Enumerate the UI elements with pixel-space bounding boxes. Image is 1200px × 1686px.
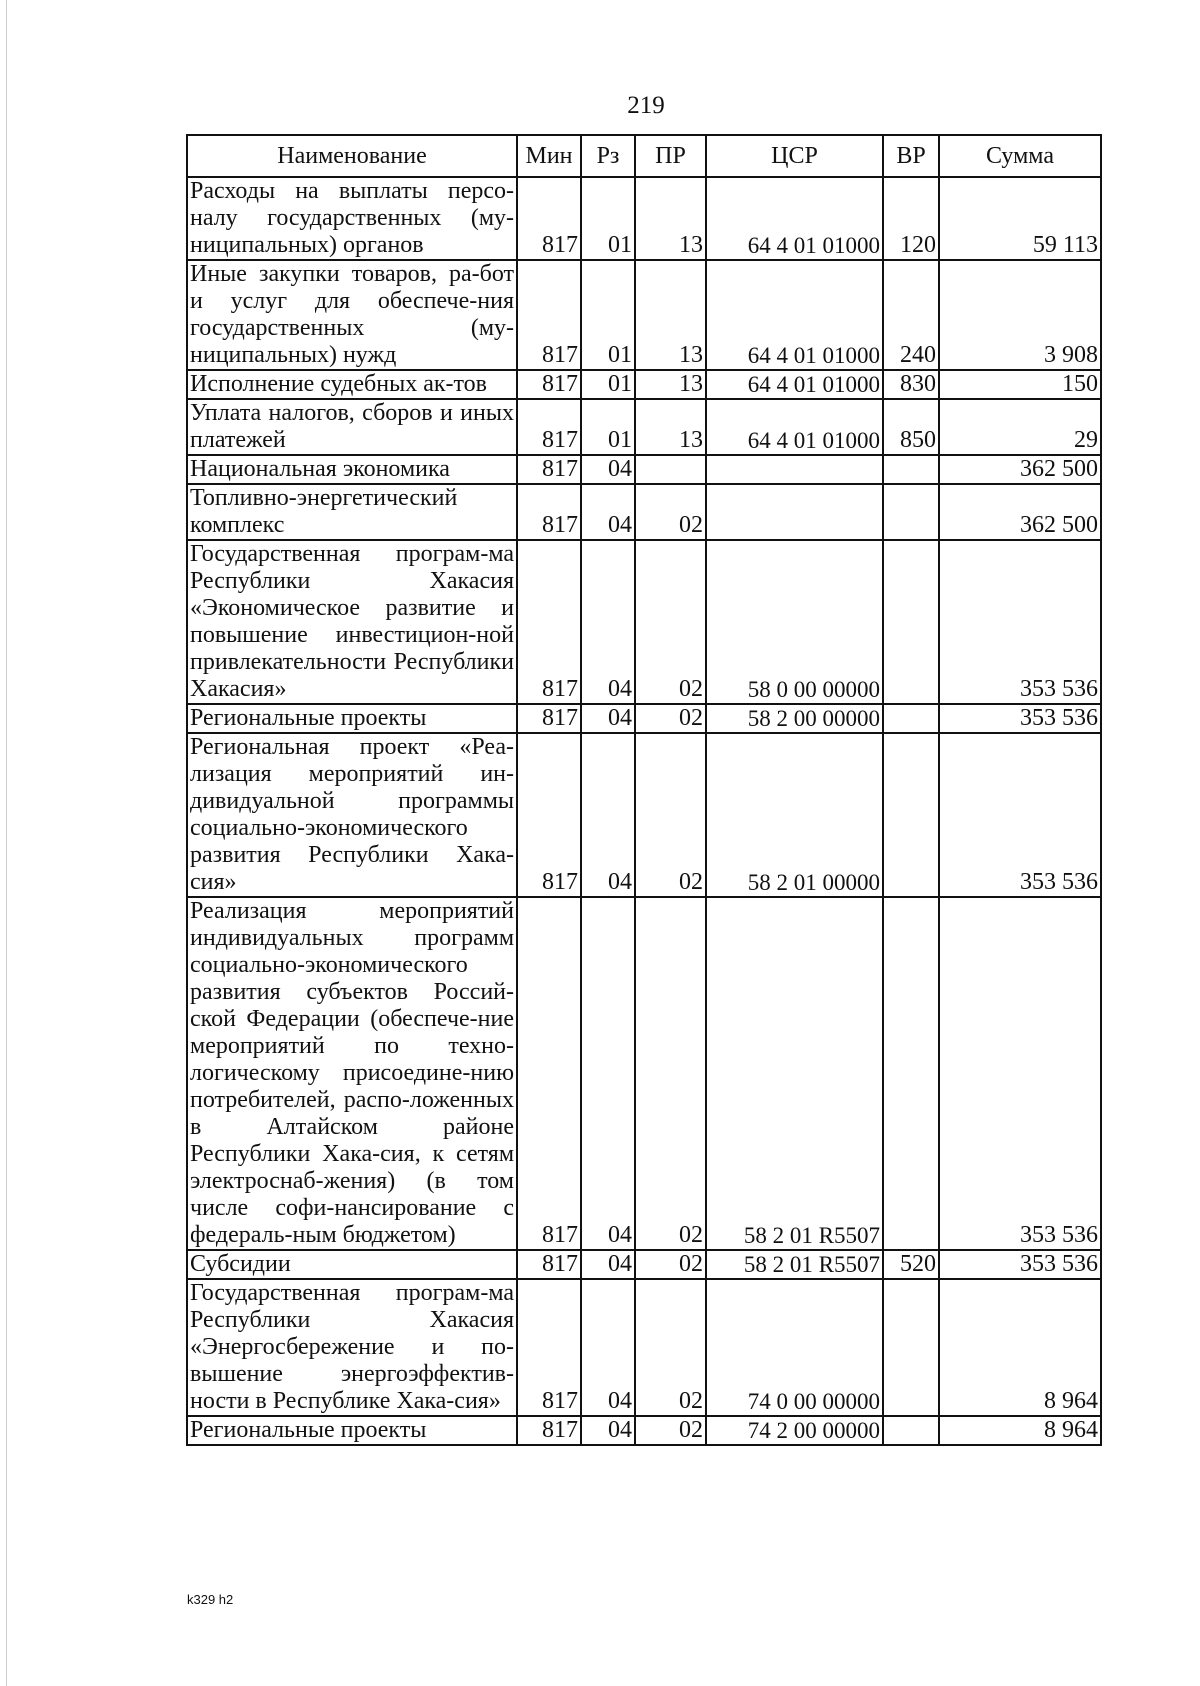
cell-sum: 150	[939, 370, 1101, 399]
cell-vr	[883, 1416, 939, 1445]
cell-pr: 13	[635, 399, 706, 455]
cell-rz: 04	[581, 1416, 635, 1445]
cell-name: Уплата налогов, сборов и иных платежей	[187, 399, 517, 455]
cell-csr: 64 4 01 01000	[706, 370, 883, 399]
cell-min: 817	[517, 1416, 581, 1445]
cell-csr: 64 4 01 01000	[706, 260, 883, 370]
cell-rz: 04	[581, 540, 635, 704]
cell-name: Региональная проект «Реа-лизация мероприятий ин-дивидуальной программы социально-экономического развития Республики Хака-сия»	[187, 733, 517, 897]
cell-min: 817	[517, 455, 581, 484]
cell-csr: 58 2 01 R5507	[706, 1250, 883, 1279]
cell-name: Региональные проекты	[187, 704, 517, 733]
cell-rz: 04	[581, 455, 635, 484]
cell-rz: 04	[581, 1250, 635, 1279]
cell-rz: 01	[581, 177, 635, 260]
cell-csr: 64 4 01 01000	[706, 399, 883, 455]
table-row	[187, 733, 1101, 897]
cell-min: 817	[517, 733, 581, 897]
table-row	[187, 260, 1101, 370]
page-number: 219	[627, 92, 665, 119]
scan-edge-line	[6, 0, 7, 1686]
cell-min: 817	[517, 1279, 581, 1416]
cell-vr	[883, 897, 939, 1250]
cell-pr: 02	[635, 1416, 706, 1445]
cell-sum: 8 964	[939, 1416, 1101, 1445]
table-row	[187, 540, 1101, 704]
cell-pr: 02	[635, 897, 706, 1250]
cell-vr	[883, 540, 939, 704]
cell-name: Государственная програм-ма Республики Хакасия «Энергосбережение и по-вышение энергоэффектив-ности в Республике Хака-сия»	[187, 1279, 517, 1416]
cell-vr	[883, 1279, 939, 1416]
table-row	[187, 897, 1101, 1250]
cell-rz: 04	[581, 484, 635, 540]
header-name: Наименование	[187, 135, 517, 177]
cell-pr: 02	[635, 704, 706, 733]
cell-csr	[706, 484, 883, 540]
cell-sum: 362 500	[939, 484, 1101, 540]
cell-sum: 3 908	[939, 260, 1101, 370]
table-header-row	[187, 135, 1101, 177]
cell-sum: 353 536	[939, 733, 1101, 897]
cell-sum: 353 536	[939, 704, 1101, 733]
table-row	[187, 1279, 1101, 1416]
cell-vr	[883, 484, 939, 540]
cell-vr: 850	[883, 399, 939, 455]
table-row	[187, 484, 1101, 540]
cell-name: Государственная програм-ма Республики Хакасия «Экономическое развитие и повышение инвестицион-ной привлекательности Республики Хакасия»	[187, 540, 517, 704]
table-row	[187, 370, 1101, 399]
cell-min: 817	[517, 1250, 581, 1279]
cell-name: Топливно-энергетический комплекс	[187, 484, 517, 540]
cell-sum: 29	[939, 399, 1101, 455]
cell-name: Национальная экономика	[187, 455, 517, 484]
cell-csr: 58 0 00 00000	[706, 540, 883, 704]
cell-name: Расходы на выплаты персо-налу государственных (му-ниципальных) органов	[187, 177, 517, 260]
header-vr: ВР	[883, 135, 939, 177]
cell-rz: 04	[581, 897, 635, 1250]
cell-name: Региональные проекты	[187, 1416, 517, 1445]
cell-csr: 74 2 00 00000	[706, 1416, 883, 1445]
cell-min: 817	[517, 540, 581, 704]
table-row	[187, 1416, 1101, 1445]
cell-pr: 02	[635, 733, 706, 897]
cell-name: Реализация мероприятий индивидуальных программ социально-экономического развития субъектов Россий-ской Федерации (обеспече-ние мероприятий по техно-логическому присоедине-нию потребителей, распо-ложенных в Алтайском районе Республики Хака-сия, к сетям электроснаб-жения) (в том числе софи-нансирование с федераль-ным бюджетом)	[187, 897, 517, 1250]
cell-min: 817	[517, 484, 581, 540]
cell-vr	[883, 733, 939, 897]
cell-sum: 8 964	[939, 1279, 1101, 1416]
cell-rz: 01	[581, 260, 635, 370]
footer-code: k329 h2	[187, 1592, 234, 1607]
cell-rz: 04	[581, 704, 635, 733]
table-row	[187, 704, 1101, 733]
cell-min: 817	[517, 704, 581, 733]
cell-rz: 01	[581, 399, 635, 455]
cell-rz: 04	[581, 1279, 635, 1416]
cell-vr: 120	[883, 177, 939, 260]
cell-pr	[635, 455, 706, 484]
cell-sum: 59 113	[939, 177, 1101, 260]
cell-pr: 13	[635, 177, 706, 260]
cell-csr: 58 2 00 00000	[706, 704, 883, 733]
table-body	[187, 177, 1101, 1445]
cell-min: 817	[517, 370, 581, 399]
cell-pr: 13	[635, 260, 706, 370]
cell-csr: 58 2 01 R5507	[706, 897, 883, 1250]
cell-vr	[883, 704, 939, 733]
cell-name: Исполнение судебных ак-тов	[187, 370, 517, 399]
cell-rz: 01	[581, 370, 635, 399]
cell-sum: 353 536	[939, 1250, 1101, 1279]
cell-sum: 353 536	[939, 897, 1101, 1250]
cell-vr: 240	[883, 260, 939, 370]
cell-vr: 520	[883, 1250, 939, 1279]
cell-name: Иные закупки товаров, ра-бот и услуг для обеспече-ния государственных (му-ниципальных) нужд	[187, 260, 517, 370]
header-min: Мин	[517, 135, 581, 177]
cell-vr: 830	[883, 370, 939, 399]
table-row	[187, 399, 1101, 455]
budget-table	[186, 134, 1102, 1446]
cell-min: 817	[517, 399, 581, 455]
table-row	[187, 177, 1101, 260]
cell-name: Субсидии	[187, 1250, 517, 1279]
cell-sum: 353 536	[939, 540, 1101, 704]
header-sum: Сумма	[939, 135, 1101, 177]
header-pr: ПР	[635, 135, 706, 177]
table-row	[187, 1250, 1101, 1279]
table-row	[187, 455, 1101, 484]
cell-pr: 02	[635, 484, 706, 540]
cell-pr: 02	[635, 1279, 706, 1416]
cell-csr: 58 2 01 00000	[706, 733, 883, 897]
cell-csr: 64 4 01 01000	[706, 177, 883, 260]
cell-min: 817	[517, 177, 581, 260]
cell-min: 817	[517, 260, 581, 370]
cell-vr	[883, 455, 939, 484]
cell-csr: 74 0 00 00000	[706, 1279, 883, 1416]
cell-sum: 362 500	[939, 455, 1101, 484]
cell-pr: 02	[635, 540, 706, 704]
cell-csr	[706, 455, 883, 484]
header-csr: ЦСР	[706, 135, 883, 177]
header-rz: Рз	[581, 135, 635, 177]
cell-pr: 13	[635, 370, 706, 399]
cell-rz: 04	[581, 733, 635, 897]
cell-pr: 02	[635, 1250, 706, 1279]
cell-min: 817	[517, 897, 581, 1250]
